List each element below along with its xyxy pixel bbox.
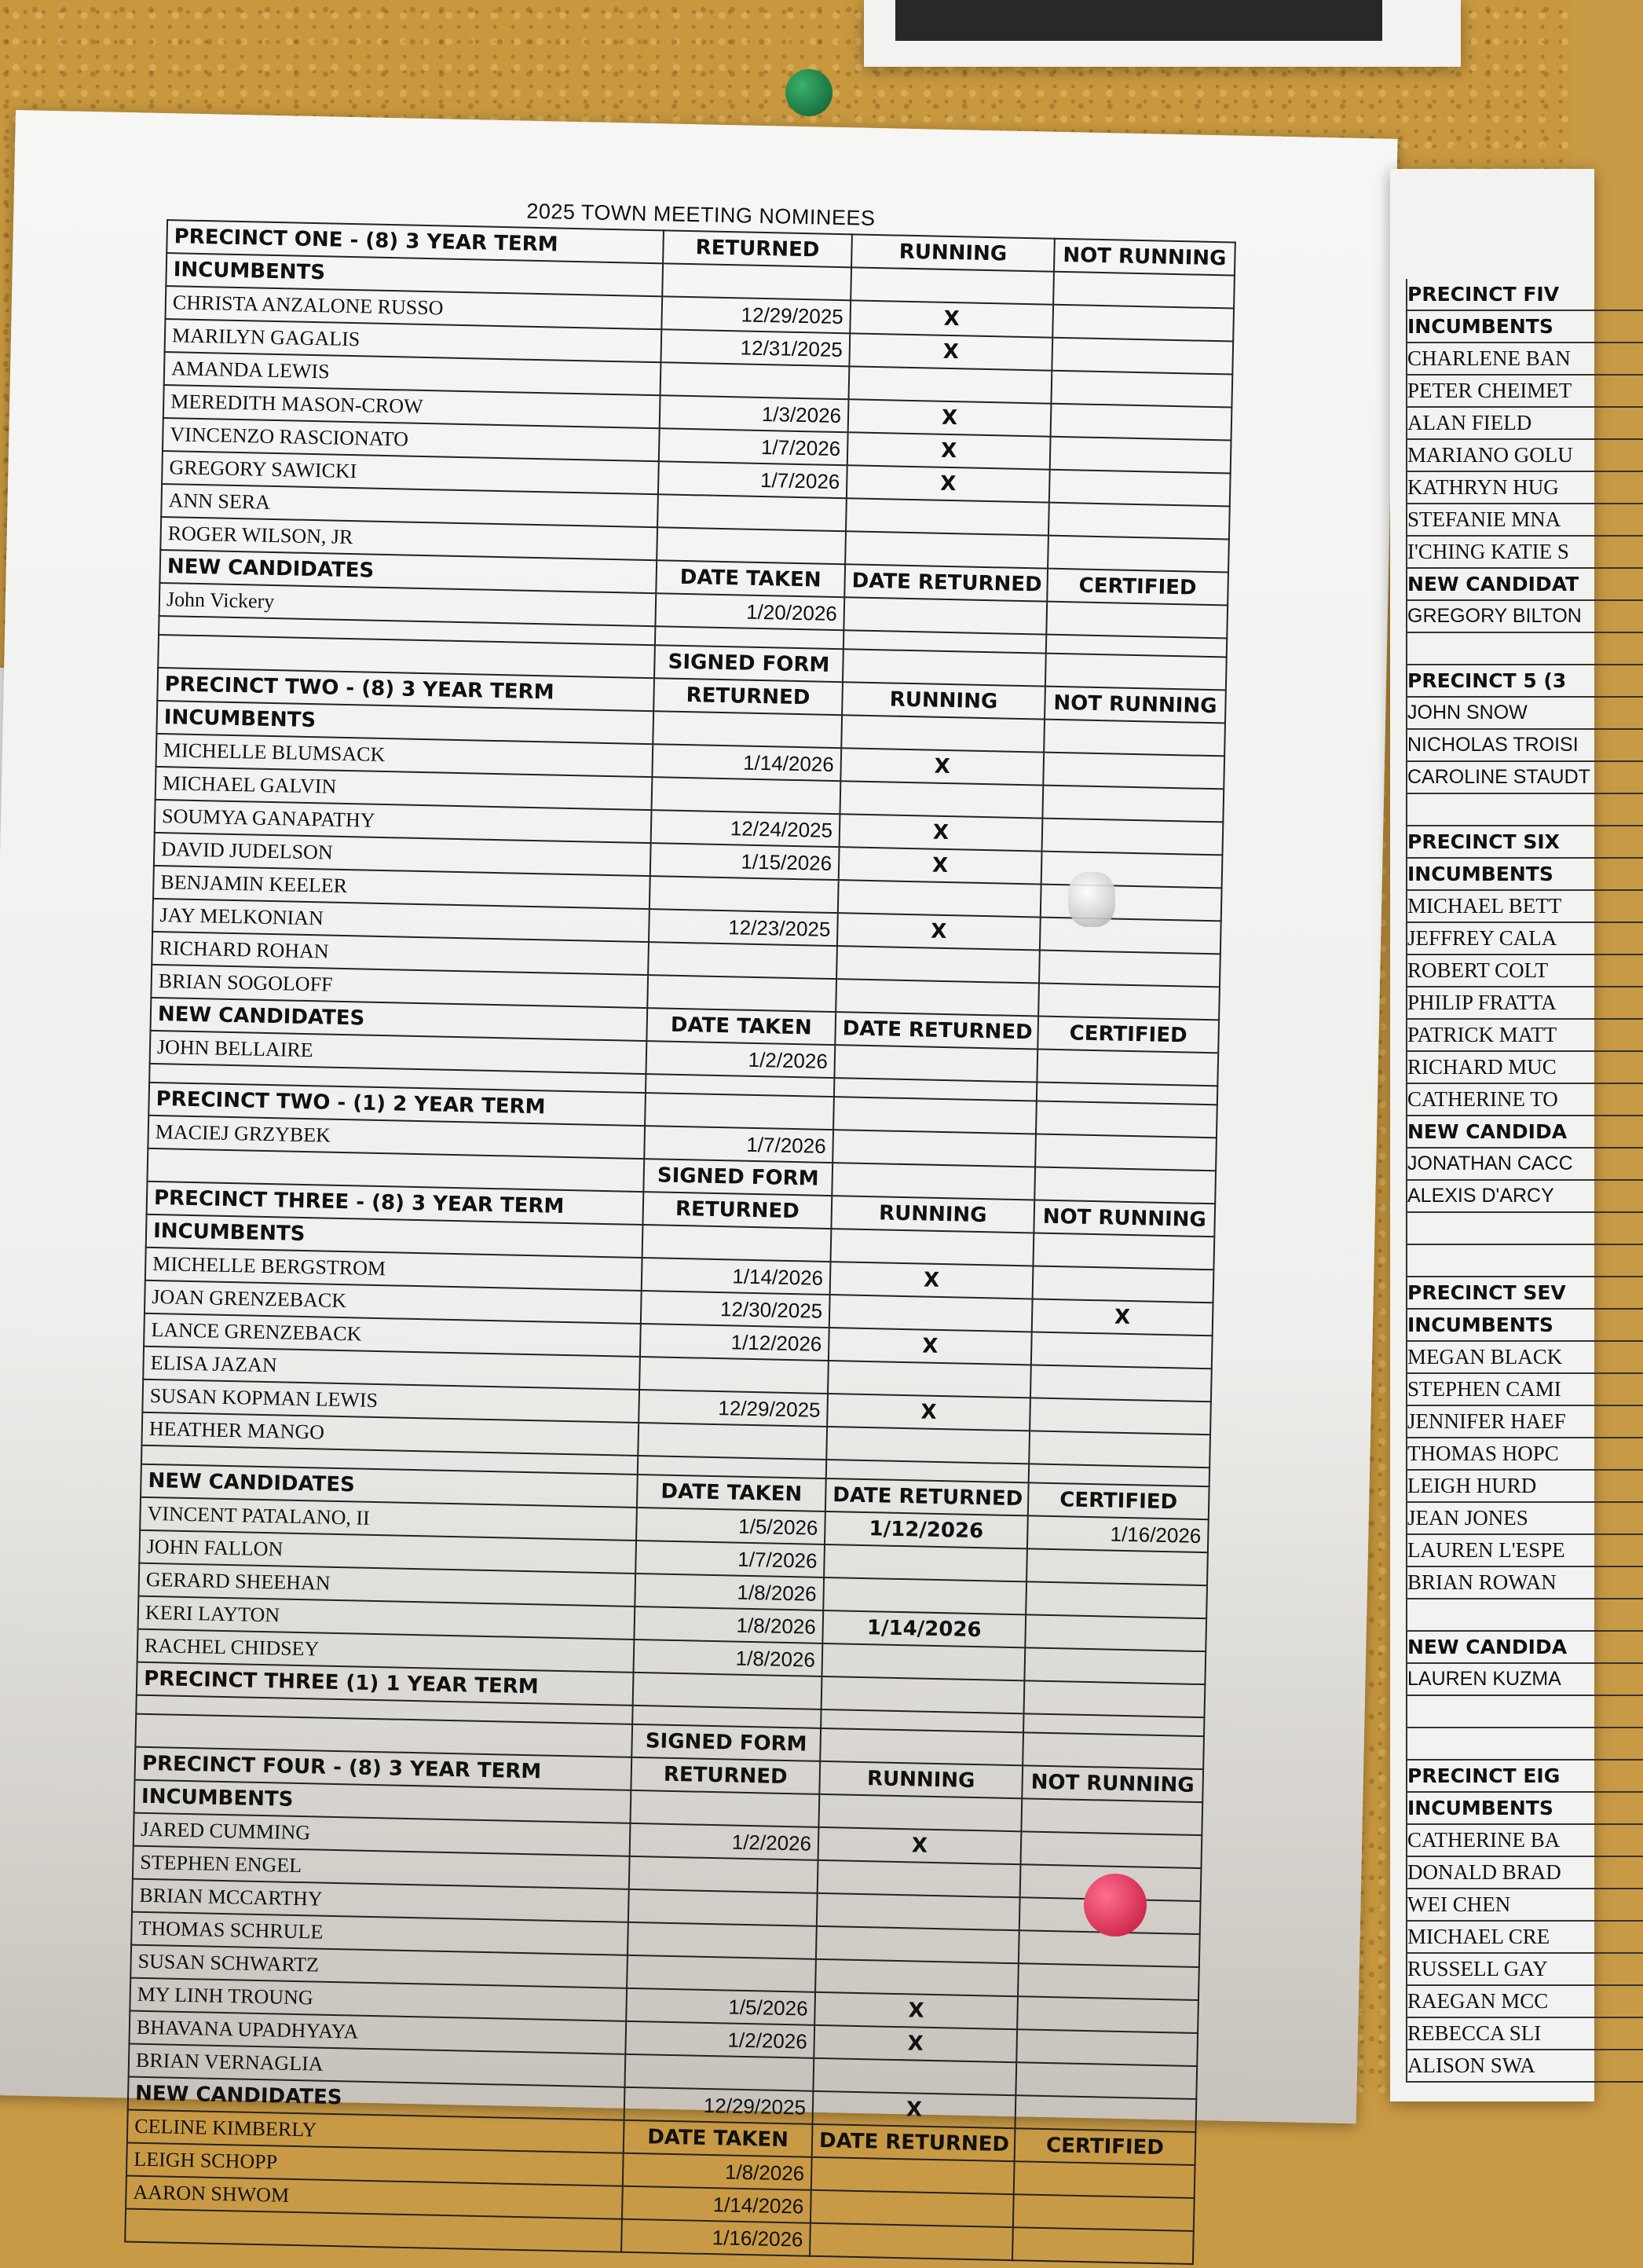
date-taken: 1/20/2026	[655, 593, 844, 630]
precinct-title: PRECINCT THREE (1) 1 YEAR TERM	[137, 1662, 634, 1706]
running-mark: X	[849, 333, 1052, 370]
running-mark	[846, 498, 1049, 535]
not-running-mark	[1052, 305, 1234, 342]
name-row: BRIAN ROWAN	[1407, 1567, 1643, 1599]
name-row: CAROLINE STAUDT	[1407, 762, 1643, 794]
running-mark	[838, 880, 1041, 917]
not-running-mark	[1039, 951, 1220, 987]
incumbent-name: ROGER WILSON, JR	[160, 517, 657, 560]
name-row: PATRICK MATT	[1407, 1020, 1643, 1052]
date-taken: 1/8/2026	[634, 1607, 823, 1643]
incumbent-name: MY LINH TROUNG	[130, 1978, 627, 2021]
new-candidates-label: NEW CANDIDATES	[128, 2077, 625, 2120]
section-heading: INCUMBENTS	[1407, 859, 1643, 891]
certified-header: CERTIFIED	[1028, 1482, 1209, 1519]
incumbent-name: LANCE GRENZEBACK	[144, 1314, 641, 1357]
not-running-mark	[1050, 437, 1231, 474]
returned-date	[629, 1856, 818, 1893]
not-running-mark: X	[1032, 1299, 1213, 1336]
empty-cell	[831, 1229, 1034, 1266]
incumbent-name: MEREDITH MASON-CROW	[163, 385, 660, 428]
signed-form-header: SIGNED FORM	[654, 645, 843, 682]
photo-print	[895, 0, 1382, 41]
not-running-mark	[1017, 1996, 1198, 2033]
returned-date: 12/29/2025	[661, 296, 851, 333]
incumbent-name: STEPHEN ENGEL	[133, 1846, 630, 1889]
empty-cell	[810, 2223, 1013, 2260]
empty-cell	[1033, 1233, 1214, 1270]
name-row: JENNIFER HAEF	[1407, 1406, 1643, 1438]
section-heading: PRECINCT FIV	[1407, 279, 1643, 311]
running-mark: X	[814, 2025, 1017, 2062]
incumbent-name: VINCENZO RASCIONATO	[163, 418, 660, 461]
date-returned	[823, 1577, 1026, 1614]
section-heading: NEW CANDIDA	[1407, 1116, 1643, 1149]
running-header: RUNNING	[831, 1196, 1034, 1233]
name-row: REBECCA SLI	[1407, 2018, 1643, 2050]
date-taken-header: DATE TAKEN	[646, 1008, 836, 1045]
incumbents-label: INCUMBENTS	[156, 701, 653, 744]
returned-header: RETURNED	[642, 1192, 832, 1229]
date-taken: 1/8/2026	[635, 1574, 824, 1610]
incumbent-name: BRIAN VERNAGLIA	[129, 2044, 626, 2087]
empty-cell	[820, 1728, 1023, 1765]
empty-cell	[1053, 272, 1235, 309]
date-returned: 1/14/2026	[822, 1610, 1026, 1647]
candidate-name: MACIEJ GRZYBEK	[148, 1116, 645, 1159]
precinct-title: PRECINCT TWO - (1) 2 YEAR TERM	[148, 1083, 646, 1126]
name-row: GREGORY BILTON	[1407, 601, 1643, 633]
candidate-name: AARON SHWOM	[126, 2176, 623, 2219]
not-running-mark	[1042, 819, 1224, 856]
empty-cell	[832, 1130, 1036, 1167]
returned-date: 1/7/2026	[658, 461, 847, 498]
running-mark	[815, 1959, 1019, 1996]
incumbents-label: INCUMBENTS	[166, 253, 663, 296]
empty-cell	[1024, 1680, 1206, 1717]
document-title: 2025 TOWN MEETING NOMINEES	[526, 199, 876, 230]
running-mark	[813, 2058, 1016, 2095]
certified-date	[1024, 1647, 1206, 1684]
name-row: ROBERT COLT	[1407, 955, 1643, 987]
not-running-mark	[1018, 1963, 1199, 2000]
incumbent-name: JARED CUMMING	[134, 1813, 631, 1856]
date-returned: 1/12/2026	[825, 1511, 1028, 1548]
incumbent-name: BRIAN SOGOLOFF	[151, 965, 648, 1008]
blank-row	[1407, 1599, 1643, 1632]
running-mark: X	[837, 913, 1041, 950]
new-candidates-label: NEW CANDIDATES	[150, 998, 647, 1041]
empty-cell	[811, 2190, 1014, 2227]
blank-row	[1407, 794, 1643, 826]
not-running-mark	[1033, 1266, 1214, 1303]
empty-cell	[1014, 2161, 1195, 2198]
not-running-mark	[1030, 1365, 1212, 1401]
running-mark	[840, 781, 1043, 818]
precinct-title: PRECINCT THREE - (8) 3 YEAR TERM	[147, 1182, 644, 1225]
candidate-name: GERARD SHEEHAN	[138, 1563, 635, 1607]
empty-cell	[633, 1673, 822, 1709]
running-mark: X	[847, 465, 1050, 502]
returned-date	[627, 1955, 816, 1992]
returned-header: RETURNED	[663, 230, 852, 267]
not-running-header: NOT RUNNING	[1022, 1765, 1203, 1802]
precinct-title: PRECINCT FOUR - (8) 3 YEAR TERM	[135, 1747, 632, 1790]
date-returned	[824, 1544, 1027, 1581]
name-row: DONALD BRAD	[1407, 1857, 1643, 1889]
empty-cell	[1035, 1134, 1217, 1171]
not-running-mark	[1016, 2029, 1198, 2066]
incumbent-name: DAVID JUDELSON	[154, 833, 651, 876]
section-heading: PRECINCT 5 (3	[1407, 665, 1643, 698]
empty-cell	[1023, 1732, 1204, 1769]
not-running-mark	[1040, 918, 1221, 954]
returned-date: 1/2/2026	[630, 1823, 819, 1860]
precinct-title: PRECINCT TWO - (8) 3 YEAR TERM	[157, 668, 654, 711]
empty-cell	[1036, 1101, 1217, 1138]
running-header: RUNNING	[842, 682, 1045, 719]
empty-cell	[833, 1097, 1037, 1134]
certified-date	[1025, 1614, 1206, 1651]
running-mark	[817, 1893, 1020, 1930]
green-pushpin	[785, 69, 832, 116]
running-mark	[828, 1361, 1031, 1398]
name-row: MICHAEL CRE	[1407, 1922, 1643, 1954]
returned-date: 1/15/2026	[650, 843, 840, 880]
not-running-mark	[1021, 1831, 1202, 1868]
blank-row	[1407, 1245, 1643, 1277]
incumbent-name: SUSAN KOPMAN LEWIS	[142, 1379, 639, 1423]
name-row: JEAN JONES	[1407, 1503, 1643, 1535]
running-mark	[818, 1860, 1021, 1897]
incumbent-name: AMANDA LEWIS	[164, 352, 661, 395]
blank-row	[1407, 1696, 1643, 1728]
certified-header: CERTIFIED	[1015, 2128, 1196, 2165]
incumbent-name: SOUMYA GANAPATHY	[155, 800, 652, 843]
date-taken: 1/7/2026	[644, 1126, 833, 1163]
empty-cell	[851, 267, 1054, 304]
new-candidates-label: NEW CANDIDATES	[159, 550, 657, 593]
incumbent-name: BHAVANA UPADHYAYA	[129, 2011, 626, 2054]
precinct-title: PRECINCT ONE - (8) 3 YEAR TERM	[166, 220, 664, 263]
empty-cell	[645, 1093, 834, 1130]
returned-date	[628, 1922, 817, 1959]
name-row: MEGAN BLACK	[1407, 1342, 1643, 1374]
incumbent-name: MARILYN GAGALIS	[165, 319, 662, 362]
incumbent-name: RICHARD ROHAN	[152, 932, 649, 975]
section-heading: PRECINCT SEV	[1407, 1277, 1643, 1310]
right-sheet	[1390, 169, 1594, 2101]
running-mark: X	[839, 847, 1042, 884]
returned-header: RETURNED	[631, 1757, 820, 1794]
not-running-mark	[1052, 338, 1233, 375]
returned-date: 1/14/2026	[652, 744, 841, 781]
name-row: KATHRYN HUG	[1407, 472, 1643, 504]
section-heading: INCUMBENTS	[1407, 311, 1643, 343]
incumbent-name: ANN SERA	[161, 484, 658, 527]
incumbent-name: JAY MELKONIAN	[152, 899, 650, 942]
returned-date: 1/2/2026	[625, 2021, 814, 2058]
incumbent-name: JOAN GRENZEBACK	[145, 1281, 642, 1324]
name-row: ALEXIS D'ARCY	[1407, 1181, 1643, 1213]
returned-date: 12/24/2025	[651, 810, 840, 847]
name-row: RUSSELL GAY	[1407, 1954, 1643, 1986]
incumbent-name: ELISA JAZAN	[143, 1347, 640, 1390]
nominees-sheet	[0, 110, 1398, 2252]
incumbent-name: HEATHER MANGO	[141, 1412, 639, 1456]
blank-row	[1407, 1728, 1643, 1761]
returned-date: 12/30/2025	[641, 1291, 830, 1328]
empty-cell	[834, 1045, 1037, 1082]
candidate-name: LEIGH SCHOPP	[126, 2143, 624, 2186]
section-heading: PRECINCT EIG	[1407, 1761, 1643, 1793]
empty-cell	[832, 1163, 1035, 1200]
not-running-mark	[1029, 1431, 1210, 1467]
running-mark: X	[840, 814, 1043, 851]
returned-date	[639, 1357, 829, 1394]
returned-date: 1/5/2026	[626, 1988, 815, 2025]
date-returned	[822, 1643, 1025, 1680]
name-row: LEIGH HURD	[1407, 1471, 1643, 1503]
section-heading: NEW CANDIDA	[1407, 1632, 1643, 1664]
date-taken: 1/16/2026	[621, 2219, 811, 2256]
right-sheet-list	[1406, 279, 1643, 2083]
certified-date	[1026, 1548, 1208, 1585]
candidate-name: JOHN FALLON	[139, 1530, 636, 1574]
name-row: LAUREN L'ESPE	[1407, 1535, 1643, 1567]
date-taken: 1/8/2026	[623, 2153, 812, 2190]
name-row: NICHOLAS TROISI	[1407, 730, 1643, 762]
returned-date	[657, 494, 847, 531]
running-header: RUNNING	[819, 1761, 1023, 1798]
empty-cell	[1013, 2194, 1195, 2231]
returned-date: 12/23/2025	[649, 909, 838, 946]
date-taken-header: DATE TAKEN	[656, 560, 845, 597]
incumbent-name: MICHELLE BLUMSACK	[156, 734, 653, 777]
running-mark: X	[847, 432, 1051, 469]
running-mark	[816, 1926, 1019, 1963]
name-row: ALAN FIELD	[1407, 408, 1643, 440]
returned-date	[648, 942, 837, 979]
name-row: PHILIP FRATTA	[1407, 987, 1643, 1020]
name-row: CHARLENE BAN	[1407, 343, 1643, 376]
incumbents-label: INCUMBENTS	[146, 1215, 643, 1258]
not-running-mark	[1048, 503, 1230, 540]
incumbent-name: MICHELLE BERGSTROM	[145, 1248, 642, 1291]
candidate-name: KERI LAYTON	[138, 1596, 635, 1640]
name-row: CATHERINE TO	[1407, 1084, 1643, 1116]
name-row: STEPHEN CAMI	[1407, 1374, 1643, 1406]
running-mark	[826, 1427, 1030, 1464]
section-heading: INCUMBENTS	[1407, 1310, 1643, 1342]
date-returned-header: DATE RETURNED	[812, 2124, 1015, 2161]
not-running-mark	[1043, 753, 1224, 790]
incumbent-name: SUSAN SCHWARTZ	[130, 1945, 628, 1988]
not-running-mark	[1015, 2062, 1197, 2099]
not-running-mark	[1030, 1398, 1211, 1434]
empty-cell	[1045, 654, 1227, 691]
returned-date	[638, 1423, 827, 1460]
returned-date: 1/7/2026	[659, 428, 848, 465]
section-heading: PRECINCT SIX	[1407, 826, 1643, 859]
returned-date: 1/12/2026	[640, 1324, 829, 1361]
clear-pushpin	[1068, 872, 1115, 927]
empty-cell	[1012, 2227, 1194, 2264]
returned-date	[647, 975, 836, 1012]
incumbent-name: BENJAMIN KEELER	[153, 866, 650, 909]
returned-date	[624, 2054, 814, 2091]
empty-cell	[1037, 1050, 1218, 1086]
running-mark: X	[848, 399, 1052, 436]
running-mark	[845, 531, 1048, 568]
incumbent-name: GREGORY SAWICKI	[162, 451, 659, 494]
empty-cell	[653, 711, 842, 748]
not-running-header: NOT RUNNING	[1045, 687, 1226, 724]
certified-date: 1/16/2026	[1027, 1515, 1209, 1552]
running-mark	[836, 979, 1039, 1016]
returned-date: 12/31/2025	[660, 329, 850, 366]
empty-cell	[1021, 1798, 1202, 1835]
candidate-name: JOHN BELLAIRE	[150, 1031, 647, 1074]
running-header: RUNNING	[851, 234, 1055, 271]
not-running-mark	[1048, 536, 1229, 573]
running-mark: X	[827, 1394, 1030, 1431]
running-mark	[849, 366, 1052, 403]
candidate-name: RACHEL CHIDSEY	[137, 1629, 635, 1673]
section-heading: INCUMBENTS	[1407, 1793, 1643, 1825]
date-taken-header: DATE TAKEN	[637, 1475, 826, 1511]
not-running-mark	[1042, 786, 1224, 823]
running-mark	[829, 1295, 1033, 1332]
empty-cell	[841, 715, 1045, 752]
name-row: PETER CHEIMET	[1407, 376, 1643, 408]
name-row: RAEGAN MCC	[1407, 1986, 1643, 2018]
name-row: MARIANO GOLU	[1407, 440, 1643, 472]
running-mark: X	[840, 748, 1044, 785]
returned-date	[657, 527, 846, 564]
name-row: I'CHING KATIE S	[1407, 537, 1643, 569]
section-heading: NEW CANDIDAT	[1407, 569, 1643, 601]
not-running-mark	[1031, 1332, 1213, 1368]
returned-header: RETURNED	[653, 678, 843, 715]
date-taken: 1/5/2026	[636, 1508, 825, 1544]
incumbent-name: MICHAEL GALVIN	[156, 767, 653, 810]
incumbent-name: THOMAS SCHRULE	[131, 1912, 628, 1955]
empty-cell	[843, 597, 1047, 634]
date-taken: 1/7/2026	[635, 1541, 825, 1577]
date-returned-header: DATE RETURNED	[825, 1478, 1029, 1515]
running-mark	[836, 946, 1040, 983]
empty-cell	[818, 1794, 1022, 1831]
empty-cell	[642, 1225, 832, 1262]
candidate-name: VINCENT PATALANO, II	[140, 1497, 637, 1541]
nominees-document	[124, 192, 1235, 2265]
name-row: STEFANIE MNA	[1407, 504, 1643, 537]
name-row: JOHN SNOW	[1407, 698, 1643, 730]
red-pushpin	[1084, 1874, 1147, 1936]
date-taken-header: DATE TAKEN	[624, 2120, 813, 2157]
new-candidates-label: NEW CANDIDATES	[141, 1464, 638, 1508]
blank-row	[1407, 633, 1643, 665]
running-mark: X	[813, 2091, 1016, 2128]
empty-cell	[630, 1790, 819, 1827]
returned-date: 1/14/2026	[642, 1258, 831, 1295]
running-mark: X	[830, 1262, 1034, 1299]
empty-cell	[1034, 1167, 1216, 1204]
name-row: JEFFREY CALA	[1407, 923, 1643, 955]
running-mark: X	[818, 1827, 1022, 1864]
empty-cell	[822, 1676, 1025, 1713]
name-row: MICHAEL BETT	[1407, 891, 1643, 923]
not-running-header: NOT RUNNING	[1054, 239, 1235, 276]
empty-cell	[1044, 720, 1225, 757]
running-mark: X	[814, 1992, 1018, 2029]
empty-cell	[843, 649, 1046, 686]
nominees-table	[124, 219, 1236, 2265]
name-row: CATHERINE BA	[1407, 1825, 1643, 1857]
incumbent-name: BRIAN MCCARTHY	[132, 1879, 629, 1922]
not-running-mark	[1038, 984, 1220, 1020]
certified-header: CERTIFIED	[1047, 569, 1228, 606]
candidate-name: CELINE KIMBERLY	[127, 2110, 624, 2153]
incumbents-label: INCUMBENTS	[134, 1780, 631, 1823]
returned-date: 1/3/2026	[660, 395, 849, 432]
signed-form-header: SIGNED FORM	[643, 1159, 832, 1196]
returned-date	[652, 777, 841, 814]
signed-form-header: SIGNED FORM	[631, 1724, 821, 1761]
name-row: RICHARD MUC	[1407, 1052, 1643, 1084]
returned-date: 12/29/2025	[639, 1390, 828, 1427]
name-row: ALISON SWA	[1407, 2050, 1643, 2083]
name-row: JONATHAN CACC	[1407, 1149, 1643, 1181]
certified-date	[1026, 1581, 1207, 1618]
date-taken: 1/8/2026	[634, 1640, 823, 1676]
certified-header: CERTIFIED	[1037, 1017, 1219, 1053]
returned-date	[650, 876, 839, 913]
not-running-mark	[1041, 852, 1223, 889]
empty-cell	[662, 263, 851, 300]
empty-cell	[811, 2157, 1015, 2194]
running-mark: X	[850, 300, 1053, 337]
blank-row	[1407, 1213, 1643, 1245]
name-row: WEI CHEN	[1407, 1889, 1643, 1922]
returned-date	[628, 1889, 818, 1926]
empty-cell	[1015, 2095, 1196, 2132]
date-taken: 1/2/2026	[646, 1041, 835, 1078]
top-sheet	[864, 0, 1461, 67]
date-taken: 1/14/2026	[622, 2186, 811, 2223]
name-row: LAUREN KUZMA	[1407, 1664, 1643, 1696]
returned-date	[660, 362, 850, 399]
date-returned-header: DATE RETURNED	[844, 564, 1048, 601]
empty-cell	[1046, 602, 1228, 639]
not-running-mark	[1051, 404, 1232, 441]
not-running-mark	[1051, 371, 1232, 408]
not-running-mark	[1049, 470, 1231, 507]
not-running-header: NOT RUNNING	[1034, 1200, 1215, 1237]
date-returned-header: DATE RETURNED	[835, 1012, 1038, 1049]
incumbent-name: CHRISTA ANZALONE RUSSO	[165, 286, 662, 329]
running-mark: X	[829, 1328, 1032, 1365]
date-taken: 12/29/2025	[624, 2087, 814, 2124]
candidate-name: John Vickery	[159, 583, 657, 626]
name-row: THOMAS HOPC	[1407, 1438, 1643, 1471]
